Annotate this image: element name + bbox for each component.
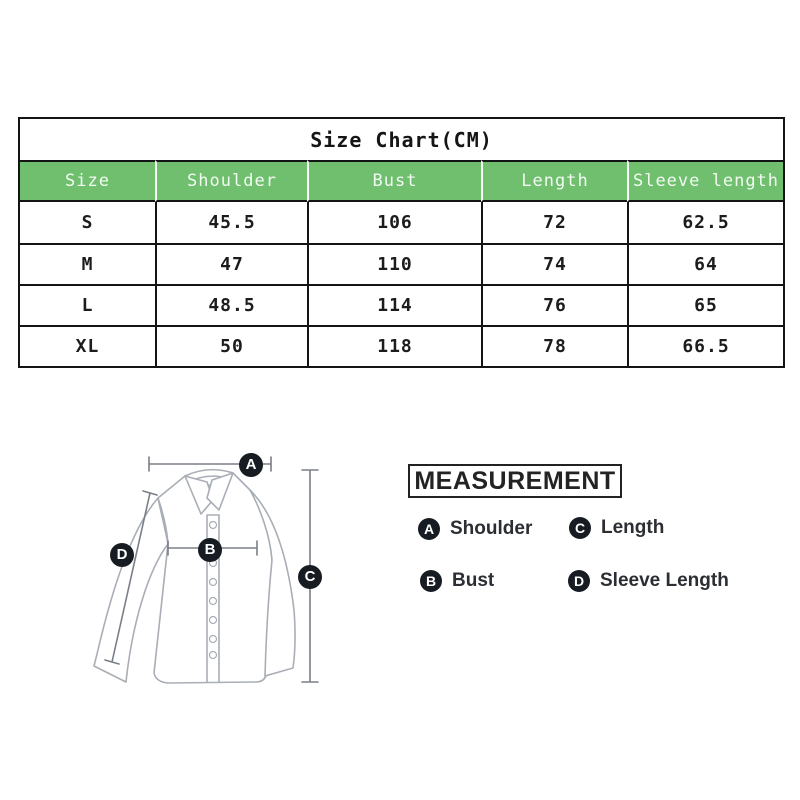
table-cell: 48.5 — [155, 284, 307, 325]
column-header-length: Length — [481, 160, 627, 202]
table-title: Size Chart(CM) — [310, 127, 493, 152]
shirt-illustration — [80, 440, 330, 720]
table-cell: 114 — [307, 284, 481, 325]
table-title-row — [20, 119, 783, 160]
legend-b-badge: B — [420, 570, 442, 592]
legend-a-badge: A — [418, 518, 440, 540]
table-cell: XL — [20, 325, 155, 366]
legend-label-bust: Bust — [452, 570, 495, 591]
table-cell: 76 — [481, 284, 627, 325]
marker-c-badge: C — [298, 565, 322, 589]
table-row-l — [20, 284, 783, 325]
table-cell: 47 — [155, 243, 307, 284]
table-row-xl — [20, 325, 783, 366]
table-cell: 66.5 — [627, 325, 783, 366]
table-row-s — [20, 202, 783, 243]
legend-c-badge: C — [569, 517, 591, 539]
measurement-title: MEASUREMENT — [414, 466, 616, 495]
legend-d-badge: D — [568, 570, 590, 592]
table-cell: L — [20, 284, 155, 325]
table-cell: 45.5 — [155, 202, 307, 243]
table-cell: 118 — [307, 325, 481, 366]
table-cell: 106 — [307, 202, 481, 243]
legend-item-sleeve-length — [568, 570, 729, 592]
table-cell: 62.5 — [627, 202, 783, 243]
table-cell: 74 — [481, 243, 627, 284]
table-header-row — [20, 160, 783, 202]
table-cell: 110 — [307, 243, 481, 284]
size-chart — [18, 117, 785, 368]
column-header-size: Size — [20, 160, 155, 202]
table-cell: S — [81, 212, 94, 233]
legend-item-length — [569, 517, 664, 539]
marker-d-badge: D — [110, 543, 134, 567]
column-header-bust: Bust — [307, 160, 481, 202]
legend-item-bust — [420, 570, 494, 592]
column-header-shoulder: Shoulder — [155, 160, 307, 202]
table-cell: 72 — [481, 202, 627, 243]
table-cell: 50 — [155, 325, 307, 366]
size-chart-table — [18, 117, 785, 368]
marker-a-badge: A — [239, 453, 263, 477]
table-cell: 65 — [627, 284, 783, 325]
table-cell: 64 — [627, 243, 783, 284]
marker-b-badge: B — [198, 538, 222, 562]
legend-label-shoulder: Shoulder — [450, 518, 533, 539]
column-header-sleeve-length: Sleeve length — [627, 160, 783, 202]
table-cell: M — [20, 243, 155, 284]
legend-item-shoulder — [418, 518, 532, 540]
measurement-title-box — [408, 464, 622, 498]
table-cell: 78 — [481, 325, 627, 366]
table-row-m — [20, 243, 783, 284]
legend-label-length: Length — [601, 517, 665, 538]
legend-label-sleeve-length: Sleeve Length — [600, 570, 729, 591]
